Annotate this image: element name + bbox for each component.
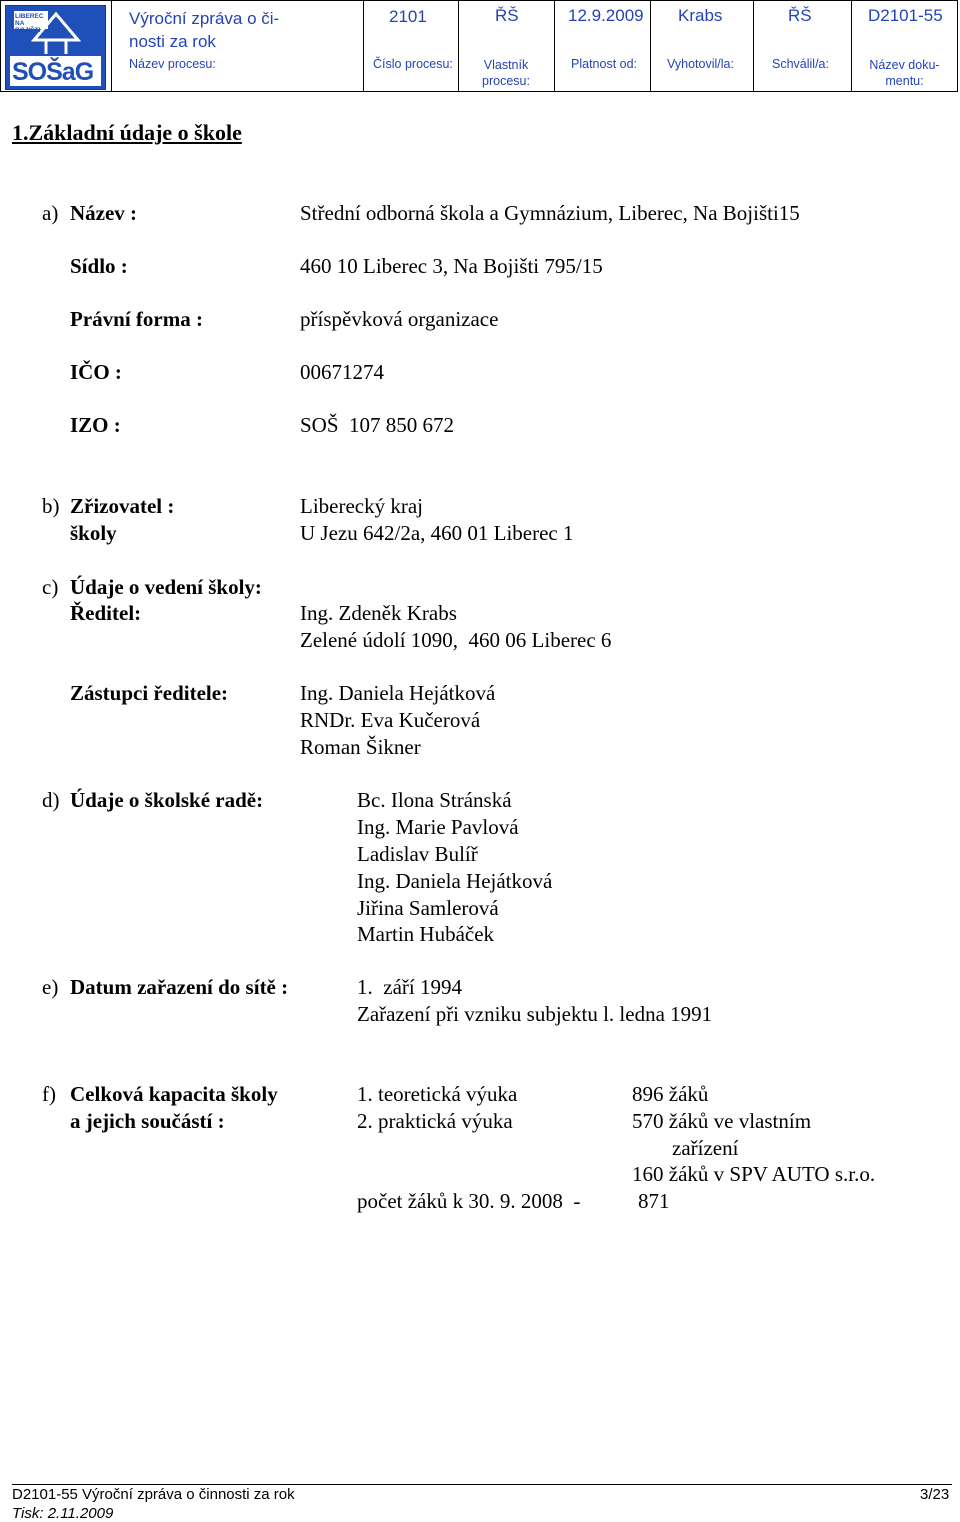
sidlo-value: 460 10 Liberec 3, Na Bojišti 795/15 — [300, 254, 603, 278]
prakticka-vyuka-spv: 160 žáků v SPV AUTO s.r.o. — [632, 1162, 876, 1186]
logo-top-text: LIBEREC NA BOJIŠTI — [15, 13, 44, 34]
header-valid-from-label: Platnost od: — [571, 57, 638, 71]
zrizovatel-value: Liberecký kraj — [300, 494, 424, 518]
rada-member: Jiřina Samlerová — [357, 896, 499, 920]
sidlo-label: Sídlo : — [70, 254, 128, 278]
section-b-marker: b) — [42, 494, 60, 518]
document-header — [0, 0, 958, 92]
header-document-name-label: Název doku- mentu: — [869, 58, 940, 88]
header-process-number-label: Číslo procesu: — [373, 57, 453, 71]
header-valid-from: 12.9.2009 — [568, 6, 644, 25]
pocet-zaku-value: 871 — [638, 1189, 670, 1213]
zrizovatel-address: U Jezu 642/2a, 460 01 Liberec 1 — [300, 521, 574, 545]
izo-value: SOŠ 107 850 672 — [300, 413, 455, 437]
zastupce-1: Ing. Daniela Hejátková — [300, 681, 496, 705]
teoreticka-vyuka-value: 896 žáků — [632, 1082, 709, 1106]
zrizovatel-label: Zřizovatel : — [70, 494, 175, 518]
rada-member: Bc. Ilona Stránská — [357, 788, 512, 812]
section-a-marker: a) — [42, 201, 59, 225]
skolska-rada-label: Údaje o školské radě: — [70, 788, 264, 812]
rada-member: Martin Hubáček — [357, 922, 495, 946]
header-process-number: 2101 — [389, 7, 427, 26]
kapacita-label: Celková kapacita školy — [70, 1082, 278, 1106]
nazev-value: Střední odborná škola a Gymnázium, Liberec, Na Bojišti15 — [300, 201, 800, 225]
header-approved-by: ŘŠ — [788, 6, 812, 25]
footer-print-date: Tisk: 2.11.2009 — [12, 1505, 114, 1522]
reditel-label: Ředitel: — [70, 601, 142, 625]
footer-divider — [12, 1484, 952, 1485]
rada-member: Ladislav Bulíř — [357, 842, 478, 866]
pravni-forma-value: příspěvková organizace — [300, 307, 499, 331]
section-title: 1.Základní údaje o škole — [12, 120, 242, 145]
header-prepared-by: Krabs — [678, 6, 723, 25]
section-e-marker: e) — [42, 975, 59, 999]
header-document-name: D2101-55 — [868, 6, 943, 25]
section-f-marker: f) — [42, 1082, 56, 1106]
reditel-name: Ing. Zdeněk Krabs — [300, 601, 457, 625]
zastupce-2: RNDr. Eva Kučerová — [300, 708, 481, 732]
nazev-label: Název : — [70, 201, 138, 225]
ico-value: 00671274 — [300, 360, 384, 384]
rada-member: Ing. Marie Pavlová — [357, 815, 519, 839]
section-d-marker: d) — [42, 788, 60, 812]
header-process-name-label: Název procesu: — [129, 57, 216, 71]
zastupce-3: Roman Šikner — [300, 735, 421, 759]
header-process-name: Výroční zpráva o či- nosti za rok — [129, 9, 280, 51]
izo-label: IZO : — [70, 413, 121, 437]
header-approved-by-label: Schválil/a: — [772, 57, 829, 71]
header-prepared-by-label: Vyhotovil/la: — [667, 57, 734, 71]
rada-member: Ing. Daniela Hejátková — [357, 869, 553, 893]
header-process-owner-label: Vlastník procesu: — [482, 58, 530, 88]
prakticka-vyuka-value: 570 žáků ve vlastním — [632, 1109, 812, 1133]
footer-page-number: 3/23 — [920, 1486, 950, 1503]
ico-label: IČO : — [70, 360, 122, 384]
logo-main-text: SOŠaG — [12, 58, 94, 86]
zrizovatel-label-2: školy — [70, 521, 117, 545]
pravni-forma-label: Právní forma : — [70, 307, 203, 331]
prakticka-vyuka-label: 2. praktická výuka — [357, 1109, 513, 1133]
teoreticka-vyuka-label: 1. teoretická výuka — [357, 1082, 518, 1106]
school-logo — [5, 5, 106, 90]
zarazeni-pri-vzniku: Zařazení při vzniku subjektu l. ledna 1991 — [357, 1002, 713, 1026]
reditel-address: Zelené údolí 1090, 460 06 Liberec 6 — [300, 628, 612, 652]
header-process-owner: ŘŠ — [495, 6, 519, 25]
datum-zarazeni-value: 1. září 1994 — [357, 975, 462, 999]
pocet-zaku-label: počet žáků k 30. 9. 2008 - — [357, 1189, 581, 1213]
footer-document-name: D2101-55 Výroční zpráva o činnosti za rok — [12, 1486, 295, 1503]
zastupci-label: Zástupci ředitele: — [70, 681, 229, 705]
section-c-marker: c) — [42, 575, 59, 599]
datum-zarazeni-label: Datum zařazení do sítě : — [70, 975, 289, 999]
kapacita-label-2: a jejich součástí : — [70, 1109, 225, 1133]
vedeni-label: Údaje o vedení školy: — [70, 575, 262, 599]
prakticka-vyuka-value-2: zařízení — [672, 1136, 739, 1160]
